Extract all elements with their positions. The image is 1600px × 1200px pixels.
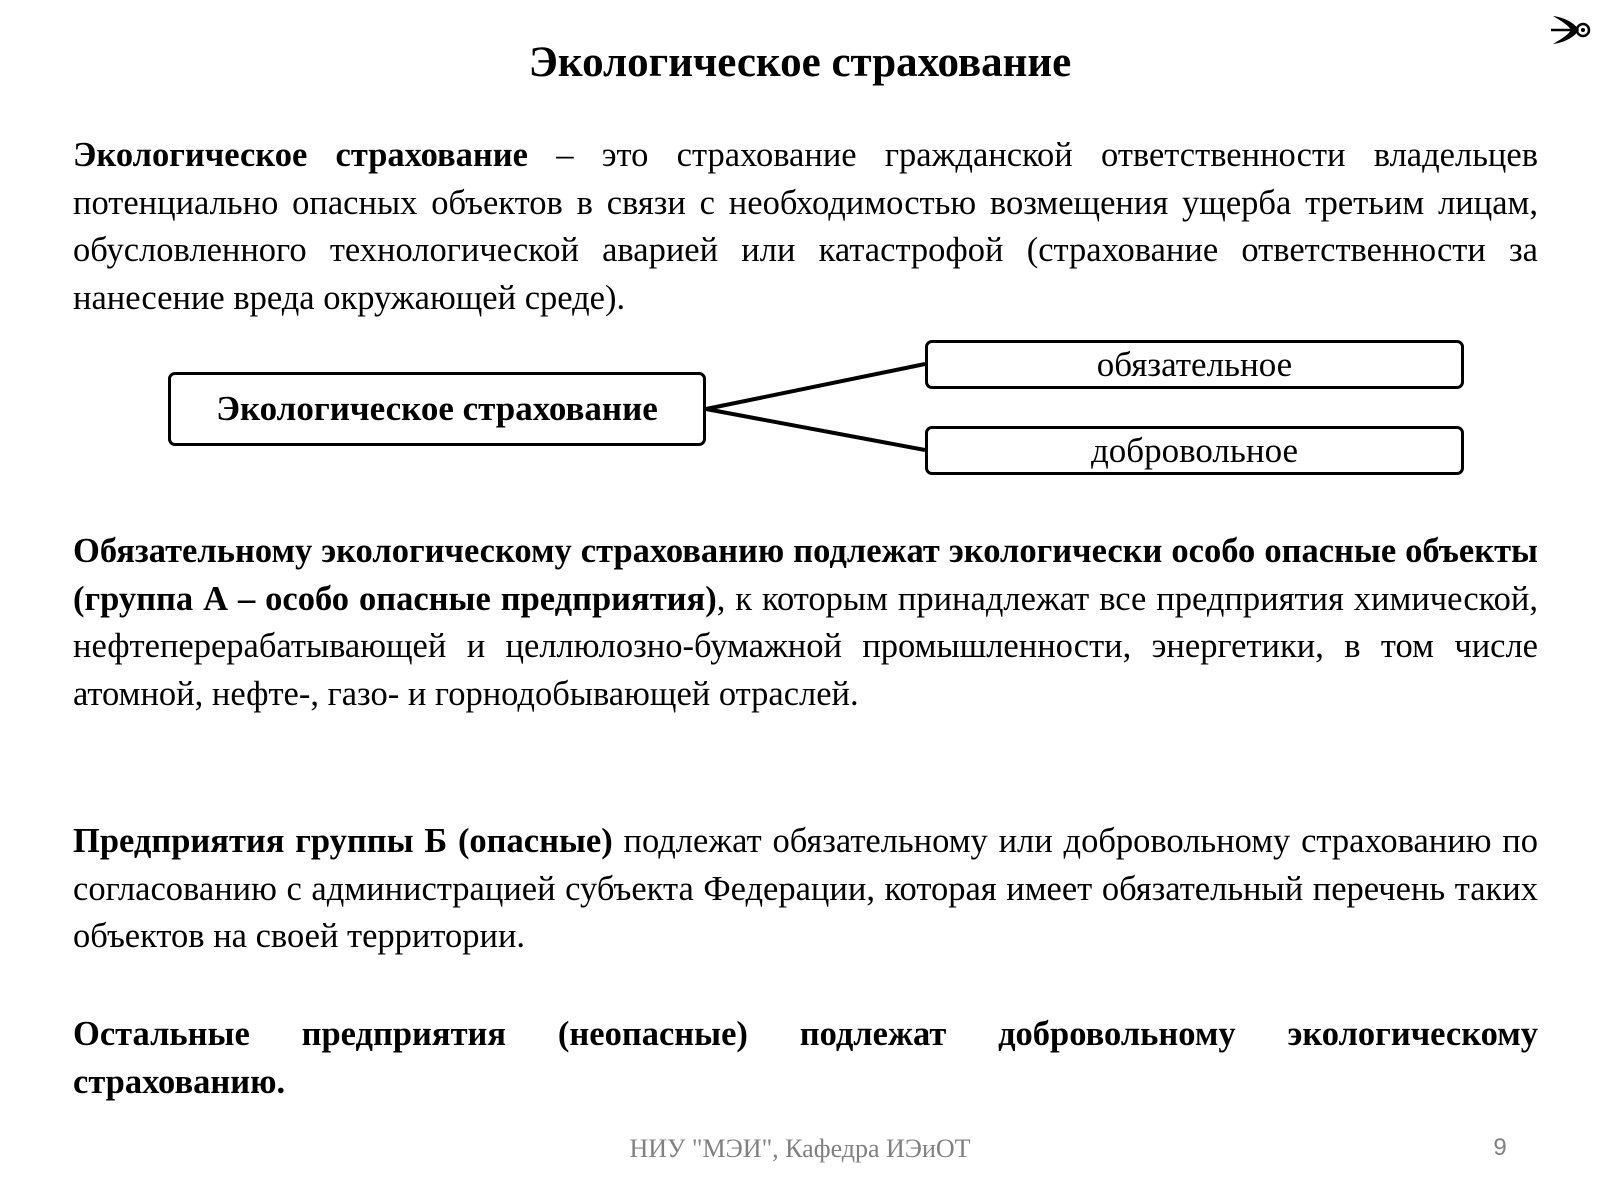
definition-text: – это страхование гражданской ответственности владельцев потенциально опасных объектов в связи с необходимостью возмещения ущерба третьим лицам, обусловленного технологической аварией или катастрофой (страхование ответственности за нанесение вреда окружающей среде). [73, 136, 1538, 317]
group-a-bold: Обязательному экологическому страхованию подлежат экологически особо опасные объекты (группа А – особо опасные предприятия) [73, 532, 1538, 618]
group-b-text: подлежат обязательному или добровольному страхованию по согласованию с администрацией субъекта Федерации, которая имеет обязательный перечень таких объектов на своей территории. [73, 822, 1538, 955]
diagram-branch-mandatory [925, 340, 1464, 389]
diagram-root-box [168, 372, 706, 446]
swallow-logo-icon [1549, 8, 1593, 52]
others-paragraph: Остальные предприятия (неопасные) подлежат добровольному экологическому страхованию. [73, 1015, 1538, 1101]
diagram-branch-mandatory-label: обязательное [1096, 344, 1293, 384]
diagram-root-label: Экологическое страхование [216, 389, 658, 428]
definition-paragraph [73, 132, 1538, 322]
group-b-bold: Предприятия группы Б (опасные) [73, 822, 613, 860]
footer-institution: НИУ "МЭИ", Кафедра ИЭиОТ [629, 1134, 971, 1163]
diagram-branch-voluntary-label: добровольное [1090, 430, 1299, 470]
group-b-paragraph [73, 818, 1538, 961]
group-a-paragraph [73, 528, 1538, 718]
connector-voluntary [706, 409, 925, 450]
page-number: 9 [1493, 1134, 1507, 1161]
diagram-branch-voluntary [925, 426, 1464, 475]
connector-mandatory [706, 364, 925, 409]
definition-term: Экологическое страхование [73, 136, 528, 174]
group-a-text: , к которым принадлежат все предприятия химической, нефтеперерабатывающей и целлюлозно-бумажной промышленности, энергетики, в том числе атомной, нефте-, газо- и горнодобывающей отраслей. [73, 579, 1538, 713]
page-title: Экологическое страхование [528, 39, 1072, 86]
